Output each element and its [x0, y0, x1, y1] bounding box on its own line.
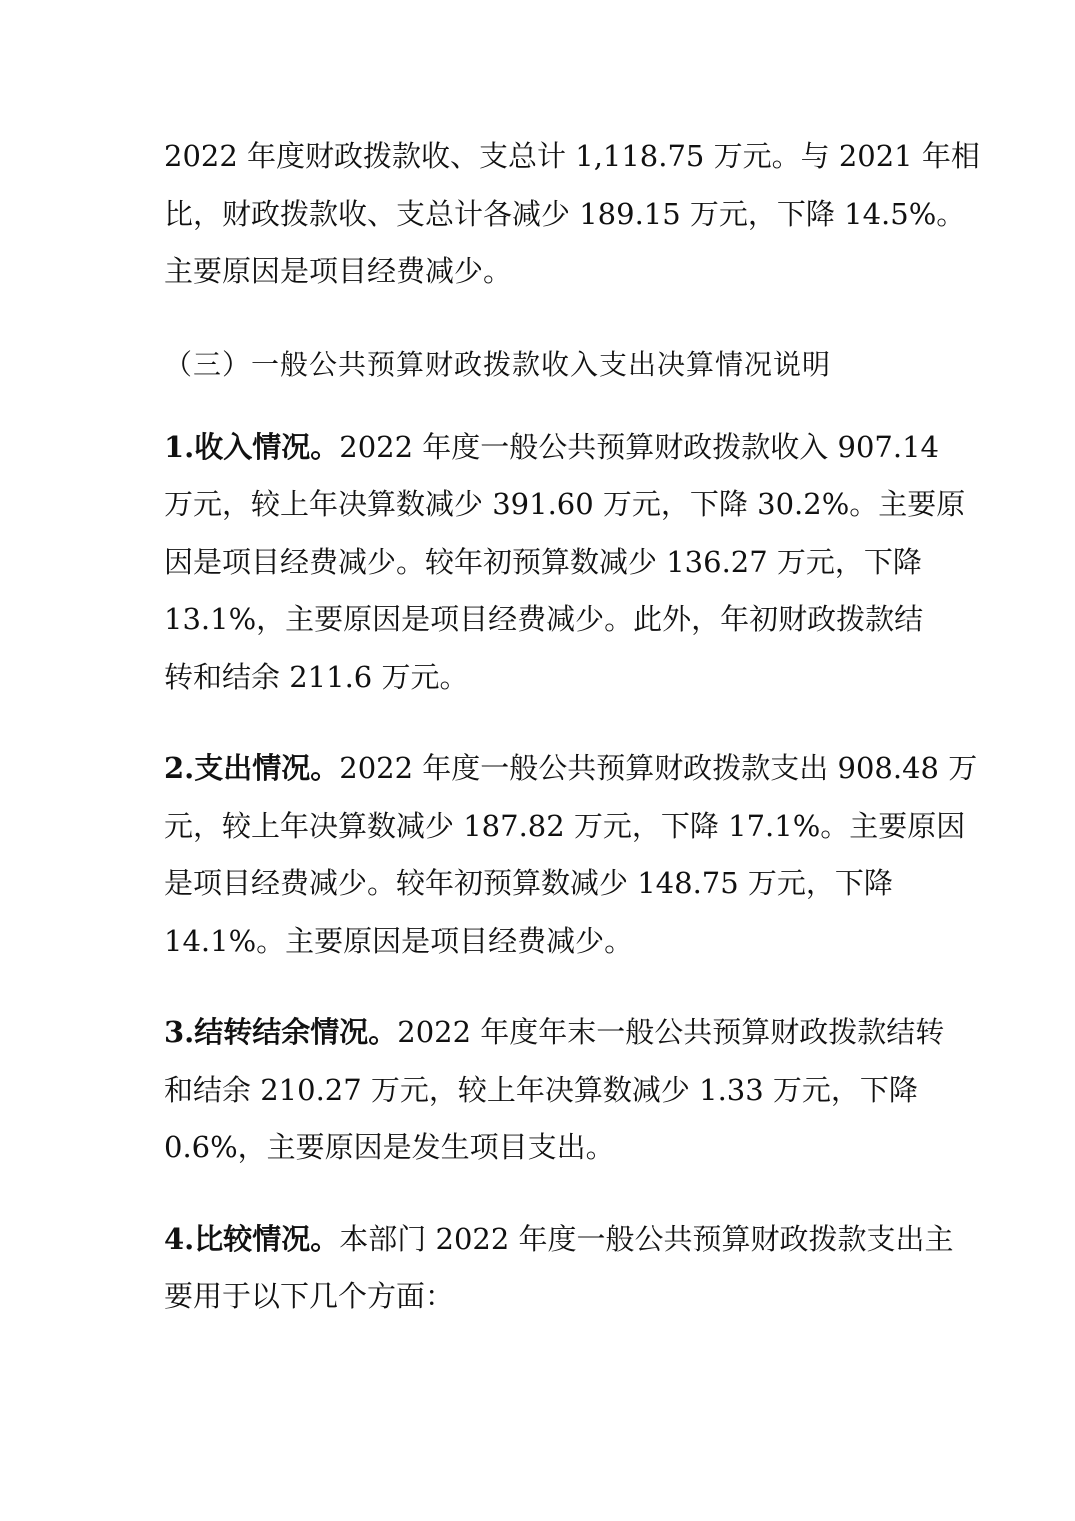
text-line: 0.6%，主要原因是发生项目支出。: [164, 1130, 615, 1164]
text-line: 元，较上年决算数减少 187.82 万元，下降 17.1%。主要原因: [164, 808, 966, 843]
item-title: 3.结转结余情况。: [164, 1015, 398, 1049]
section-heading: （三）一般公共预算财政拨款收入支出决算情况说明: [164, 347, 832, 381]
text-line: 2022 年度财政拨款收、支总计 1,118.75 万元。与 2021 年相: [164, 139, 980, 173]
text-line: 主要原因是项目经费减少。: [164, 254, 513, 288]
text-line: 和结余 210.27 万元，较上年决算数减少 1.33 万元，下降: [164, 1072, 918, 1107]
item-title: 1.收入情况。: [164, 429, 340, 464]
item-title: 2.支出情况。: [164, 751, 340, 785]
paragraph-expenditure: [164, 740, 978, 970]
text-line: [164, 1004, 945, 1062]
text-line: 要用于以下几个方面：: [164, 1279, 455, 1313]
text-line: [164, 419, 939, 477]
text-fragment: 2022 年度一般公共预算财政拨款支出 908.48 万: [339, 751, 978, 785]
paragraph-income: [164, 419, 966, 707]
item-title: 4.比较情况。: [164, 1221, 340, 1256]
text-line: [164, 1211, 954, 1269]
text-line: 转和结余 211.6 万元。: [164, 659, 469, 694]
text-line: 是项目经费减少。较年初预算数减少 148.75 万元，下降: [164, 866, 893, 900]
paragraph-total-summary: [164, 128, 980, 301]
text-line: [164, 740, 978, 798]
document-page: [164, 128, 980, 1326]
text-fragment: 本部门 2022 年度一般公共预算财政拨款支出主: [339, 1221, 954, 1256]
text-line: 13.1%，主要原因是项目经费减少。此外，年初财政拨款结: [164, 602, 924, 636]
text-line: 比，财政拨款收、支总计各减少 189.15 万元，下降 14.5%。: [164, 196, 966, 231]
text-fragment: 2022 年度年末一般公共预算财政拨款结转: [397, 1015, 945, 1049]
paragraph-comparison: [164, 1211, 954, 1326]
text-fragment: 2022 年度一般公共预算财政拨款收入 907.14: [339, 429, 939, 464]
text-line: 万元，较上年决算数减少 391.60 万元，下降 30.2%。主要原: [164, 487, 966, 521]
text-line: 14.1%。主要原因是项目经费减少。: [164, 923, 634, 958]
text-line: 因是项目经费减少。较年初预算数减少 136.27 万元，下降: [164, 544, 922, 579]
paragraph-carryover: [164, 1004, 945, 1177]
